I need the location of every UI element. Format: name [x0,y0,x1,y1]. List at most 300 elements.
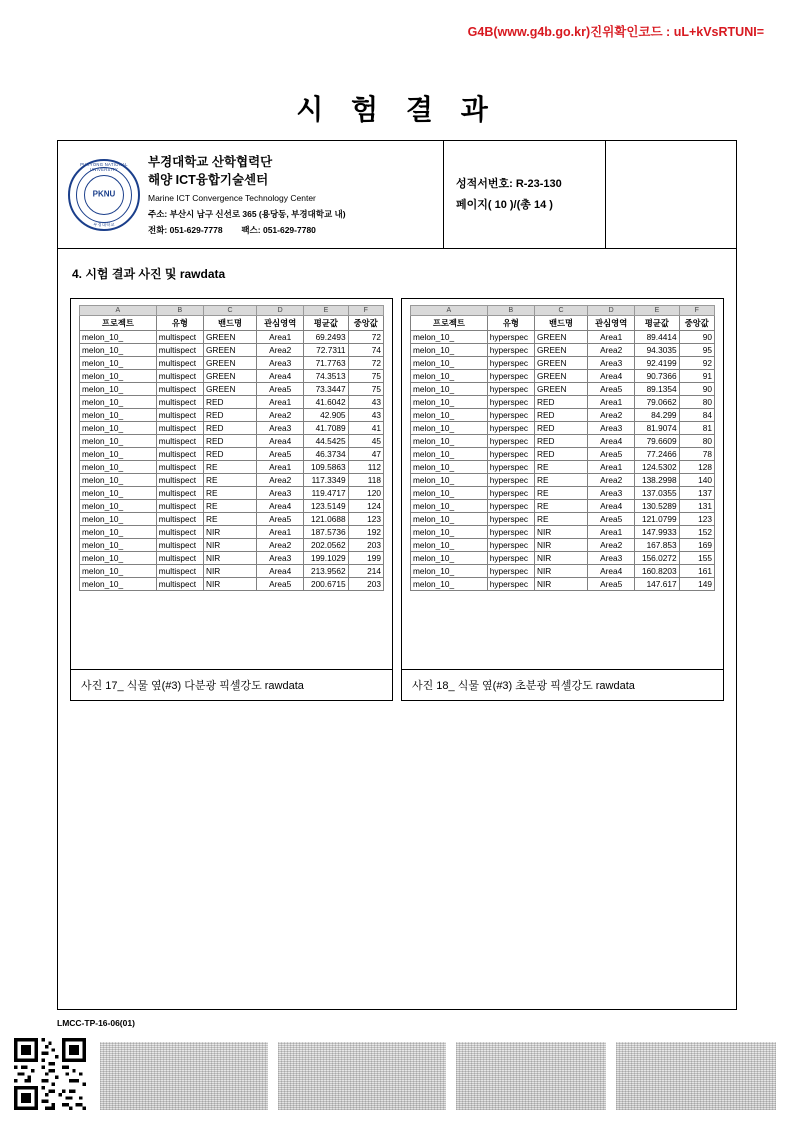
table-cell: Area5 [257,513,304,526]
table-row [80,383,384,396]
table-cell: melon_10_ [411,513,488,526]
table-cell: NIR [203,552,256,565]
organization-name-english: Marine ICT Convergence Technology Center [148,193,316,204]
table-cell: NIR [534,552,587,565]
table-cell: 69.2493 [304,331,348,344]
table-cell: 118 [348,474,383,487]
table-cell: 41.6042 [304,396,348,409]
table-cell: Area4 [257,435,304,448]
table-cell: 123 [679,513,714,526]
table-cell: melon_10_ [411,500,488,513]
table-cell: GREEN [534,357,587,370]
table-cell: multispect [156,435,203,448]
table-cell: 120 [348,487,383,500]
table-cell: RED [534,422,587,435]
header-blank-cell [606,141,736,248]
table-cell: melon_10_ [80,370,157,383]
table-cell: 152 [679,526,714,539]
table-row [411,422,715,435]
table-cell: 92.4199 [635,357,679,370]
header-cell: 평균값 [635,316,679,331]
table-cell: Area4 [257,500,304,513]
table-cell: hyperspec [487,513,534,526]
column-letter: F [679,306,714,316]
table-cell: multispect [156,487,203,500]
table-cell: 203 [348,539,383,552]
table-cell: melon_10_ [411,552,488,565]
scanned-artifact-strip [456,1042,606,1110]
table-cell: melon_10_ [411,344,488,357]
table-row [411,487,715,500]
table-cell: melon_10_ [411,396,488,409]
table-cell: 109.5863 [304,461,348,474]
table-cell: Area5 [257,383,304,396]
table-cell: hyperspec [487,331,534,344]
table-cell: multispect [156,422,203,435]
table-cell: 47 [348,448,383,461]
table-cell: Area3 [588,487,635,500]
table-cell: Area3 [588,422,635,435]
table-cell: GREEN [203,370,256,383]
table-row [411,383,715,396]
table-cell: RE [203,474,256,487]
table-cell: melon_10_ [80,331,157,344]
table-cell: multispect [156,539,203,552]
header-cell: 관심영역 [588,316,635,331]
table-cell: 130.5289 [635,500,679,513]
table-row [411,526,715,539]
table-cell: hyperspec [487,539,534,552]
table-cell: GREEN [203,383,256,396]
table-cell: melon_10_ [80,552,157,565]
header-cell: 중앙값 [679,316,714,331]
rawdata-panel-hyperspec [401,298,724,701]
table-cell: multispect [156,344,203,357]
table-cell: melon_10_ [80,409,157,422]
table-cell: hyperspec [487,487,534,500]
certificate-number: 성적서번호: R-23-130 [456,177,562,190]
table-row [411,331,715,344]
column-letter: E [304,306,348,316]
table-cell: 123 [348,513,383,526]
table-cell: hyperspec [487,422,534,435]
table-cell: RED [203,422,256,435]
header-cell: 중앙값 [348,316,383,331]
table-cell: NIR [534,578,587,591]
table-cell: RED [203,409,256,422]
table-cell: GREEN [534,331,587,344]
table-cell: 91 [679,370,714,383]
table-cell: 156.0272 [635,552,679,565]
table-row [80,396,384,409]
table-cell: NIR [203,539,256,552]
rawdata-table-hyperspec [410,305,715,591]
table-cell: 161 [679,565,714,578]
table-row [411,435,715,448]
table-cell: hyperspec [487,474,534,487]
table-cell: Area1 [257,461,304,474]
table-row [80,552,384,565]
table-cell: 169 [679,539,714,552]
table-cell: 155 [679,552,714,565]
table-cell: melon_10_ [411,487,488,500]
table-cell: multispect [156,461,203,474]
table-cell: 75 [348,370,383,383]
table-cell: hyperspec [487,383,534,396]
column-letter: D [257,306,304,316]
table-cell: Area4 [588,370,635,383]
spreadsheet-column-letters-hyperspec [411,306,715,316]
table-cell: Area2 [588,539,635,552]
header-cell: 유형 [487,316,534,331]
logo-top-arc-text: PUKYONG NATIONAL UNIVERSITY [80,161,128,172]
table-cell: multispect [156,474,203,487]
table-cell: melon_10_ [80,539,157,552]
table-cell: Area5 [588,513,635,526]
table-row [411,513,715,526]
table-cell: NIR [534,526,587,539]
phone-number: 051-629-7778 [169,224,223,235]
table-cell: 84.299 [635,409,679,422]
organization-contact [148,224,346,236]
table-cell: multispect [156,578,203,591]
rawdata-table-container-hyperspec [402,299,723,669]
header-cell: 밴드명 [534,316,587,331]
table-cell: RED [534,396,587,409]
table-cell: 214 [348,565,383,578]
table-cell: RED [203,396,256,409]
table-cell: 74.3513 [304,370,348,383]
table-cell: 43 [348,396,383,409]
table-cell: Area3 [257,357,304,370]
table-cell: 80 [679,435,714,448]
table-cell: 147.617 [635,578,679,591]
column-letter: A [411,306,488,316]
column-letter: D [588,306,635,316]
table-cell: 89.4414 [635,331,679,344]
table-cell: 203 [348,578,383,591]
table-cell: GREEN [534,370,587,383]
table-row [80,357,384,370]
table-cell: melon_10_ [411,474,488,487]
table-cell: 187.5736 [304,526,348,539]
table-cell: multispect [156,370,203,383]
table-cell: melon_10_ [80,526,157,539]
table-cell: RED [203,435,256,448]
table-cell: 202.0562 [304,539,348,552]
table-cell: melon_10_ [411,526,488,539]
organization-name-line1: 부경대학교 산학협력단 [148,154,273,169]
table-cell: melon_10_ [80,344,157,357]
organization-address: 주소: 부산시 남구 신선로 365 (용당동, 부경대학교 내) [148,209,346,220]
table-body-multispect [80,331,384,591]
fax-label: 팩스: [241,224,261,235]
table-cell: melon_10_ [80,383,157,396]
table-cell: Area5 [257,448,304,461]
table-cell: Area1 [257,331,304,344]
table-cell: 72 [348,331,383,344]
table-cell: melon_10_ [80,461,157,474]
table-row [411,461,715,474]
university-logo-icon [68,159,140,231]
table-row [80,461,384,474]
table-cell: Area4 [257,565,304,578]
table-cell: Area2 [257,409,304,422]
column-letter: A [80,306,157,316]
table-cell: 119.4717 [304,487,348,500]
table-cell: RED [203,448,256,461]
table-cell: Area5 [257,578,304,591]
column-letter: B [156,306,203,316]
table-cell: Area1 [257,396,304,409]
table-cell: hyperspec [487,565,534,578]
table-cell: 128 [679,461,714,474]
table-cell: melon_10_ [411,409,488,422]
table-cell: melon_10_ [80,513,157,526]
table-cell: 160.8203 [635,565,679,578]
figure-caption-17: 사진 17_ 식물 옆(#3) 다분광 픽셀강도 rawdata [71,669,392,700]
table-row [411,370,715,383]
table-row [80,474,384,487]
table-cell: RE [203,461,256,474]
table-cell: multispect [156,552,203,565]
table-cell: multispect [156,565,203,578]
table-cell: 71.7763 [304,357,348,370]
rawdata-table-container-multispect [71,299,392,669]
table-cell: Area1 [588,461,635,474]
table-cell: Area4 [588,500,635,513]
page-title: 시 험 결 과 [296,94,498,125]
table-cell: RE [203,500,256,513]
table-cell: NIR [534,565,587,578]
table-cell: 89.1354 [635,383,679,396]
table-cell: multispect [156,383,203,396]
table-cell: hyperspec [487,344,534,357]
table-cell: Area1 [588,331,635,344]
table-row [80,422,384,435]
form-code: LMCC-TP-16-06(01) [57,1018,135,1028]
table-cell: RED [534,435,587,448]
table-row [80,500,384,513]
table-cell: Area4 [588,565,635,578]
table-cell: 72.7311 [304,344,348,357]
table-cell: hyperspec [487,552,534,565]
table-row [411,500,715,513]
table-cell: melon_10_ [411,448,488,461]
table-row [411,396,715,409]
table-cell: 75 [348,383,383,396]
table-cell: 43 [348,409,383,422]
table-cell: Area4 [588,435,635,448]
table-header-multispect [80,316,384,331]
table-cell: melon_10_ [411,370,488,383]
table-cell: RE [534,513,587,526]
table-cell: RE [534,500,587,513]
qr-code-icon [14,1038,86,1110]
table-cell: 131 [679,500,714,513]
table-cell: melon_10_ [411,578,488,591]
table-cell: 123.5149 [304,500,348,513]
table-row [411,409,715,422]
table-cell: Area2 [257,344,304,357]
table-cell: multispect [156,396,203,409]
table-body-hyperspec [411,331,715,591]
column-letter: C [203,306,256,316]
figure-caption-18: 사진 18_ 식물 옆(#3) 초분광 픽셀강도 rawdata [402,669,723,700]
table-cell: 80 [679,396,714,409]
table-cell: hyperspec [487,435,534,448]
page-number: 페이지( 10 )/(총 14 ) [456,198,553,211]
report-meta-block [444,141,606,248]
table-cell: RE [203,487,256,500]
table-cell: 147.9933 [635,526,679,539]
table-cell: 78 [679,448,714,461]
table-cell: 124.5302 [635,461,679,474]
table-row [80,448,384,461]
table-cell: 73.3447 [304,383,348,396]
table-row [80,565,384,578]
table-cell: 149 [679,578,714,591]
table-cell: melon_10_ [411,461,488,474]
table-cell: multispect [156,526,203,539]
table-cell: 81 [679,422,714,435]
table-cell: Area5 [588,448,635,461]
table-cell: Area2 [257,474,304,487]
table-cell: Area3 [588,552,635,565]
table-cell: 121.0799 [635,513,679,526]
table-cell: NIR [203,526,256,539]
table-cell: Area2 [588,474,635,487]
table-row [80,513,384,526]
table-cell: 90 [679,383,714,396]
table-cell: 137 [679,487,714,500]
table-cell: melon_10_ [411,539,488,552]
header-cell: 관심영역 [257,316,304,331]
table-cell: melon_10_ [411,435,488,448]
phone-label: 전화: [148,224,168,235]
scanned-artifact-strip [100,1042,268,1110]
column-letter: B [487,306,534,316]
table-cell: 41 [348,422,383,435]
table-cell: 199.1029 [304,552,348,565]
table-cell: 192 [348,526,383,539]
table-cell: Area1 [588,526,635,539]
table-cell: RE [534,461,587,474]
table-cell: 137.0355 [635,487,679,500]
table-cell: hyperspec [487,461,534,474]
table-cell: 44.5425 [304,435,348,448]
table-cell: hyperspec [487,396,534,409]
table-cell: melon_10_ [411,565,488,578]
table-cell: GREEN [203,344,256,357]
table-cell: hyperspec [487,370,534,383]
table-row [411,539,715,552]
table-cell: 94.3035 [635,344,679,357]
table-cell: multispect [156,448,203,461]
table-cell: 138.2998 [635,474,679,487]
table-cell: RE [203,513,256,526]
logo-mark-text: PKNU [92,189,116,199]
table-cell: hyperspec [487,500,534,513]
table-cell: 199 [348,552,383,565]
column-letter: E [635,306,679,316]
table-cell: melon_10_ [80,357,157,370]
table-cell: 117.3349 [304,474,348,487]
table-cell: 167.853 [635,539,679,552]
table-cell: melon_10_ [80,448,157,461]
table-cell: multispect [156,500,203,513]
table-cell: 72 [348,357,383,370]
table-cell: 213.9562 [304,565,348,578]
table-cell: melon_10_ [80,396,157,409]
table-cell: NIR [203,578,256,591]
table-cell: multispect [156,357,203,370]
organization-text [148,153,346,236]
table-row [411,552,715,565]
table-cell: melon_10_ [80,422,157,435]
table-cell: RED [534,448,587,461]
table-cell: 124 [348,500,383,513]
table-cell: 42.905 [304,409,348,422]
table-cell: melon_10_ [80,487,157,500]
table-cell: 90 [679,331,714,344]
table-row [411,578,715,591]
header-cell: 평균값 [304,316,348,331]
organization-name-line2: 해양 ICT융합기술센터 [148,173,269,188]
table-cell: melon_10_ [80,474,157,487]
table-row [80,526,384,539]
report-header [58,141,736,249]
table-cell: melon_10_ [80,500,157,513]
table-cell: hyperspec [487,409,534,422]
table-cell: Area1 [257,526,304,539]
logo-bottom-arc-text: 부경대학교 [93,221,115,227]
table-cell: GREEN [203,331,256,344]
table-cell: hyperspec [487,448,534,461]
table-cell: Area3 [588,357,635,370]
table-row [411,344,715,357]
table-cell: melon_10_ [80,435,157,448]
table-cell: RED [534,409,587,422]
header-cell: 프로젝트 [80,316,157,331]
table-row [80,539,384,552]
table-cell: Area1 [588,396,635,409]
table-row [80,370,384,383]
header-cell: 유형 [156,316,203,331]
table-cell: NIR [534,539,587,552]
table-cell: Area5 [588,578,635,591]
table-row [411,357,715,370]
section-heading: 4. 시험 결과 사진 및 rawdata [72,267,226,281]
table-cell: 140 [679,474,714,487]
table-cell: melon_10_ [80,565,157,578]
table-cell: RE [534,474,587,487]
column-letter: F [348,306,383,316]
table-cell: Area3 [257,422,304,435]
fax-number: 051-629-7780 [262,224,316,235]
table-cell: melon_10_ [411,422,488,435]
table-cell: melon_10_ [411,357,488,370]
table-cell: 121.0688 [304,513,348,526]
table-cell: 77.2466 [635,448,679,461]
table-cell: RE [534,487,587,500]
table-cell: hyperspec [487,526,534,539]
table-cell: hyperspec [487,578,534,591]
table-cell: NIR [203,565,256,578]
rawdata-panels [70,298,724,701]
table-cell: 112 [348,461,383,474]
scanned-artifact-strip [278,1042,446,1110]
